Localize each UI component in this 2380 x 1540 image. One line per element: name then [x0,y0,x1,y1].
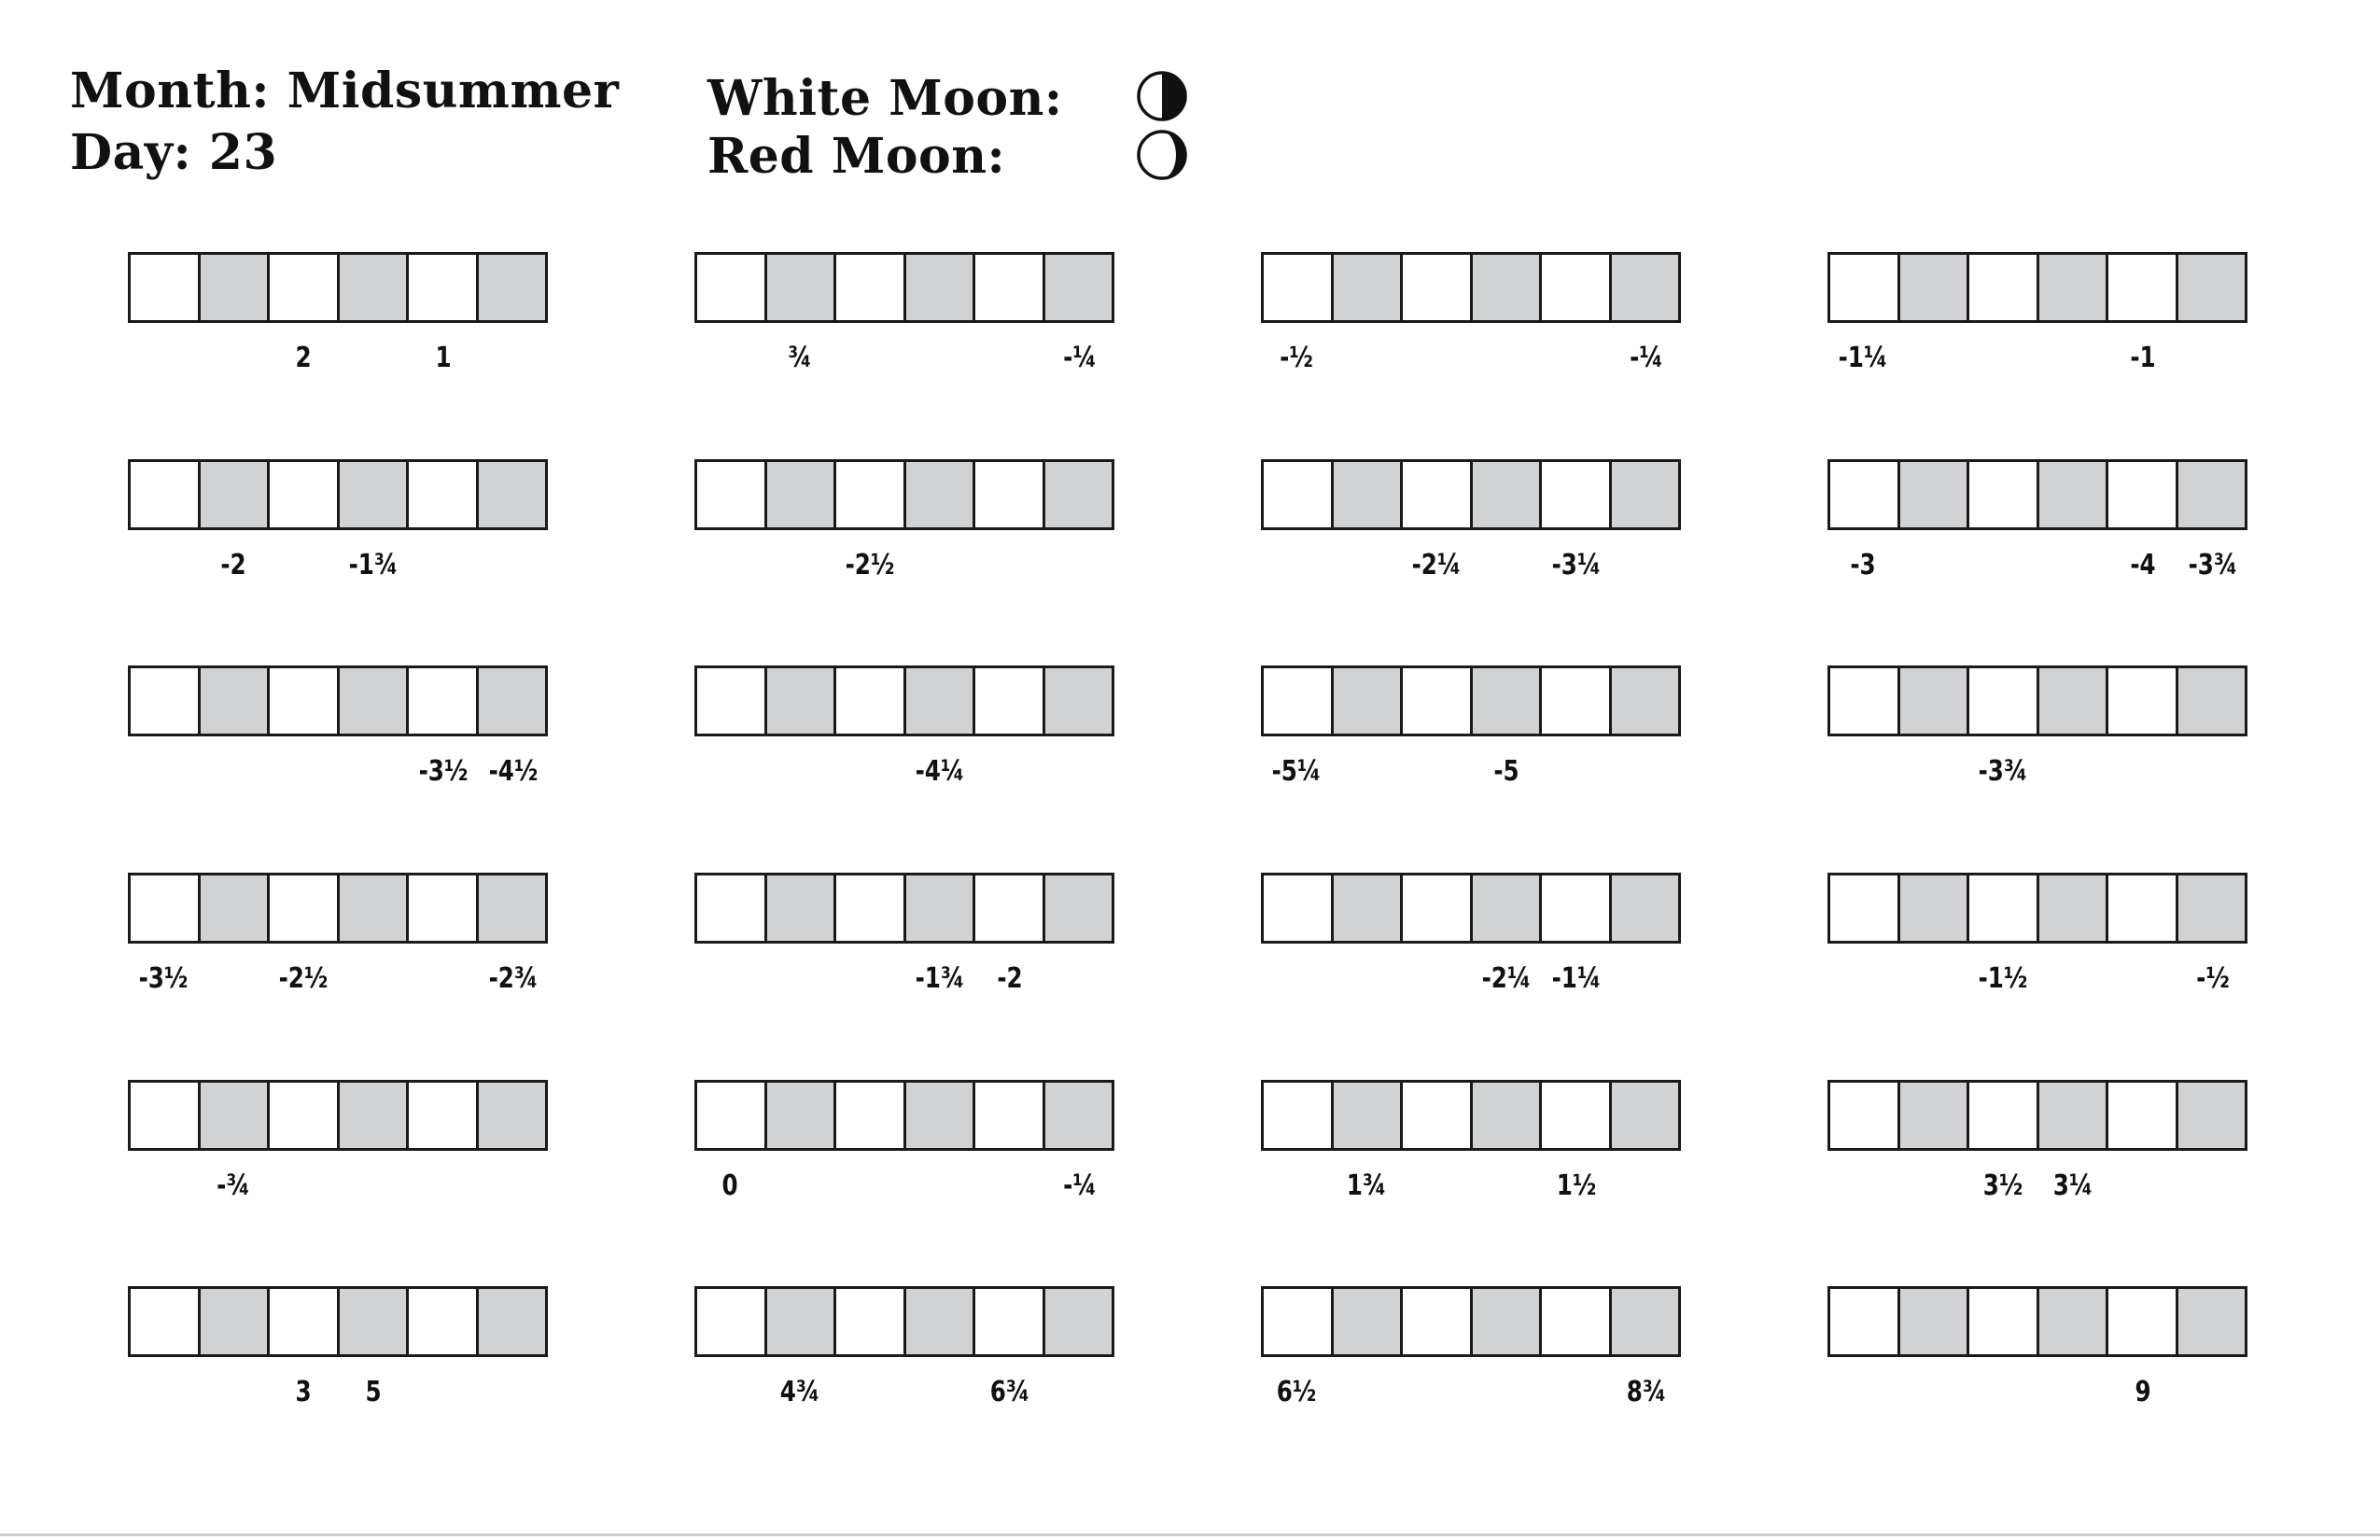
blank-cell [973,668,1043,734]
shaded-cell [1897,1289,1967,1354]
blank-cell [267,668,337,734]
cell-label: -5¼ [1271,755,1321,788]
shaded-cell [2037,1289,2107,1354]
shaded-cell [1043,1289,1113,1354]
cell-label: -2 [219,549,246,581]
cell-label: 3½ [1982,1169,2023,1202]
blank-cell [833,462,903,527]
shaded-cell [1331,462,1401,527]
cell-label: 1¾ [1346,1169,1386,1202]
cell-label: -3 [1849,549,1876,581]
blank-cell [131,462,198,527]
month-heading: Month: Midsummer [70,63,620,119]
blank-cell [1539,255,1609,320]
shaded-cell [198,462,268,527]
blank-cell [1967,1083,2037,1148]
shaded-cell [1897,875,1967,941]
blank-cell [973,875,1043,941]
blank-cell [131,875,198,941]
blank-cell [406,875,476,941]
blank-cell [697,462,764,527]
shaded-cell [764,668,834,734]
cell-label: 9 [2134,1376,2151,1408]
blank-cell [833,875,903,941]
blank-cell [1539,1289,1609,1354]
blank-cell [1264,255,1331,320]
cell-label: -¼ [1629,342,1663,374]
shaded-cell [1043,255,1113,320]
cell-label: 6½ [1276,1376,1316,1408]
blank-cell [131,1289,198,1354]
blank-cell [1967,875,2037,941]
cell-strip [128,1080,548,1151]
white-moon-label: White Moon: [707,70,1063,127]
cell-strip [1261,252,1681,323]
shaded-cell [2037,875,2107,941]
cell-label: 5 [364,1376,382,1408]
shaded-cell [1331,1289,1401,1354]
cell-strip [128,873,548,944]
shaded-cell [1043,1083,1113,1148]
shaded-cell [1609,668,1679,734]
cell-strip [1261,665,1681,736]
shaded-cell [2176,1083,2246,1148]
blank-cell [697,1083,764,1148]
blank-cell [1830,1083,1897,1148]
shaded-cell [1609,875,1679,941]
shaded-cell [1609,1289,1679,1354]
shaded-cell [337,1289,407,1354]
cell-strip [1827,665,2247,736]
shaded-cell [1897,1083,1967,1148]
cell-strip [1261,1286,1681,1357]
shaded-cell [337,668,407,734]
cell-strip [1261,459,1681,530]
cell-label: -½ [1279,342,1313,374]
cell-strip [694,1080,1114,1151]
shaded-cell [198,1289,268,1354]
shaded-cell [476,255,546,320]
shaded-cell [1470,1083,1540,1148]
blank-cell [406,255,476,320]
shaded-cell [198,875,268,941]
shaded-cell [1897,668,1967,734]
shaded-cell [2176,1289,2246,1354]
shaded-cell [903,1289,973,1354]
cell-label: 1 [434,342,452,374]
blank-cell [1264,1289,1331,1354]
shaded-cell [764,255,834,320]
blank-cell [406,668,476,734]
cell-label: -4 [2129,549,2156,581]
shaded-cell [476,875,546,941]
blank-cell [697,875,764,941]
blank-cell [406,462,476,527]
shaded-cell [198,1083,268,1148]
blank-cell [267,1289,337,1354]
blank-cell [973,1083,1043,1148]
shaded-cell [1470,875,1540,941]
cell-label: -¾ [216,1169,250,1202]
blank-cell [697,255,764,320]
cell-label: -3¾ [2188,549,2237,581]
blank-cell [2106,462,2176,527]
cell-label: -2½ [845,549,894,581]
shaded-cell [2037,255,2107,320]
blank-cell [1830,668,1897,734]
shaded-cell [764,1289,834,1354]
blank-cell [1539,462,1609,527]
cell-strip [1827,459,2247,530]
shaded-cell [903,668,973,734]
cell-strip [694,665,1114,736]
shaded-cell [2176,875,2246,941]
cell-strip [694,252,1114,323]
shaded-cell [198,255,268,320]
shaded-cell [764,1083,834,1148]
shaded-cell [764,875,834,941]
shaded-cell [476,1083,546,1148]
shaded-cell [903,1083,973,1148]
cell-label: -2½ [278,962,328,995]
shaded-cell [337,1083,407,1148]
cell-label: -2¼ [1411,549,1461,581]
shaded-cell [1470,1289,1540,1354]
shaded-cell [2176,255,2246,320]
cell-label: -3½ [138,962,188,995]
cell-label: -2 [996,962,1023,995]
shaded-cell [903,875,973,941]
cell-label: -¼ [1062,342,1097,374]
blank-cell [131,255,198,320]
blank-cell [1967,462,2037,527]
cell-label: -½ [2195,962,2230,995]
cell-label: -2¼ [1481,962,1531,995]
cell-label: 2 [294,342,312,374]
blank-cell [833,1083,903,1148]
blank-cell [267,462,337,527]
cell-strip [128,252,548,323]
cell-label: ¾ [787,342,812,374]
shaded-cell [476,1289,546,1354]
shaded-cell [337,462,407,527]
cell-strip [128,665,548,736]
page-bottom-rule [0,1533,2380,1536]
cell-label: -5 [1492,755,1519,788]
blank-cell [1539,668,1609,734]
shaded-cell [1609,462,1679,527]
blank-cell [1400,255,1470,320]
blank-cell [1264,462,1331,527]
blank-cell [1264,875,1331,941]
cell-label: -4¼ [915,755,964,788]
shaded-cell [2037,1083,2107,1148]
cell-strip [128,1286,548,1357]
blank-cell [697,668,764,734]
cell-label: -1¼ [1838,342,1887,374]
cell-label: -3¾ [1978,755,2027,788]
red-moon-label: Red Moon: [707,128,1006,185]
shaded-cell [1043,462,1113,527]
cell-strip [1261,873,1681,944]
blank-cell [1830,875,1897,941]
shaded-cell [337,255,407,320]
shaded-cell [1470,462,1540,527]
blank-cell [1400,462,1470,527]
blank-cell [2106,668,2176,734]
cell-label: 4¾ [779,1376,819,1408]
cell-label: 8¾ [1626,1376,1666,1408]
shaded-cell [903,462,973,527]
shaded-cell [903,255,973,320]
cell-label: -2¾ [488,962,538,995]
blank-cell [697,1289,764,1354]
blank-cell [1264,1083,1331,1148]
cell-strip [1827,252,2247,323]
blank-cell [833,255,903,320]
cell-label: 6¾ [989,1376,1029,1408]
cell-label: -1¼ [1551,962,1601,995]
shaded-cell [2176,668,2246,734]
blank-cell [1264,668,1331,734]
blank-cell [1539,1083,1609,1148]
blank-cell [406,1083,476,1148]
shaded-cell [1331,255,1401,320]
blank-cell [267,255,337,320]
shaded-cell [198,668,268,734]
cell-strip [694,459,1114,530]
cell-label: -1½ [1978,962,2027,995]
blank-cell [973,1289,1043,1354]
blank-cell [1400,1289,1470,1354]
blank-cell [1967,1289,2037,1354]
blank-cell [833,1289,903,1354]
blank-cell [267,875,337,941]
blank-cell [131,1083,198,1148]
shaded-cell [476,462,546,527]
cell-strip [128,459,548,530]
day-heading: Day: 23 [70,124,278,181]
cell-strip [1827,1080,2247,1151]
shaded-cell [1897,462,1967,527]
blank-cell [2106,1289,2176,1354]
cell-label: 3¼ [2052,1169,2093,1202]
shaded-cell [1470,668,1540,734]
blank-cell [406,1289,476,1354]
shaded-cell [476,668,546,734]
blank-cell [973,462,1043,527]
shaded-cell [1609,255,1679,320]
blank-cell [1539,875,1609,941]
cell-label: -¼ [1062,1169,1097,1202]
cell-label: -1 [2129,342,2156,374]
cell-label: -1¾ [348,549,398,581]
shaded-cell [1470,255,1540,320]
shaded-cell [1609,1083,1679,1148]
shaded-cell [1331,1083,1401,1148]
blank-cell [1400,668,1470,734]
cell-strip [694,1286,1114,1357]
shaded-cell [1331,668,1401,734]
shaded-cell [2037,462,2107,527]
blank-cell [131,668,198,734]
shaded-cell [2176,462,2246,527]
blank-cell [1830,255,1897,320]
shaded-cell [1043,875,1113,941]
shaded-cell [2037,668,2107,734]
cell-label: -1¾ [915,962,964,995]
blank-cell [833,668,903,734]
cell-strip [694,873,1114,944]
cell-label: 1½ [1556,1169,1596,1202]
cell-label: -3½ [418,755,468,788]
cell-label: 3 [294,1376,312,1408]
blank-cell [2106,255,2176,320]
shaded-cell [337,875,407,941]
blank-cell [2106,1083,2176,1148]
cell-label: -4½ [488,755,538,788]
blank-cell [1830,1289,1897,1354]
cell-label: 0 [721,1169,738,1202]
blank-cell [1830,462,1897,527]
blank-cell [2106,875,2176,941]
blank-cell [267,1083,337,1148]
shaded-cell [764,462,834,527]
shaded-cell [1331,875,1401,941]
blank-cell [1400,1083,1470,1148]
blank-cell [1967,668,2037,734]
cell-strip [1827,1286,2247,1357]
shaded-cell [1043,668,1113,734]
blank-cell [1967,255,2037,320]
blank-cell [973,255,1043,320]
shaded-cell [1897,255,1967,320]
cell-strip [1261,1080,1681,1151]
blank-cell [1400,875,1470,941]
cell-label: -3¼ [1551,549,1601,581]
cell-strip [1827,873,2247,944]
